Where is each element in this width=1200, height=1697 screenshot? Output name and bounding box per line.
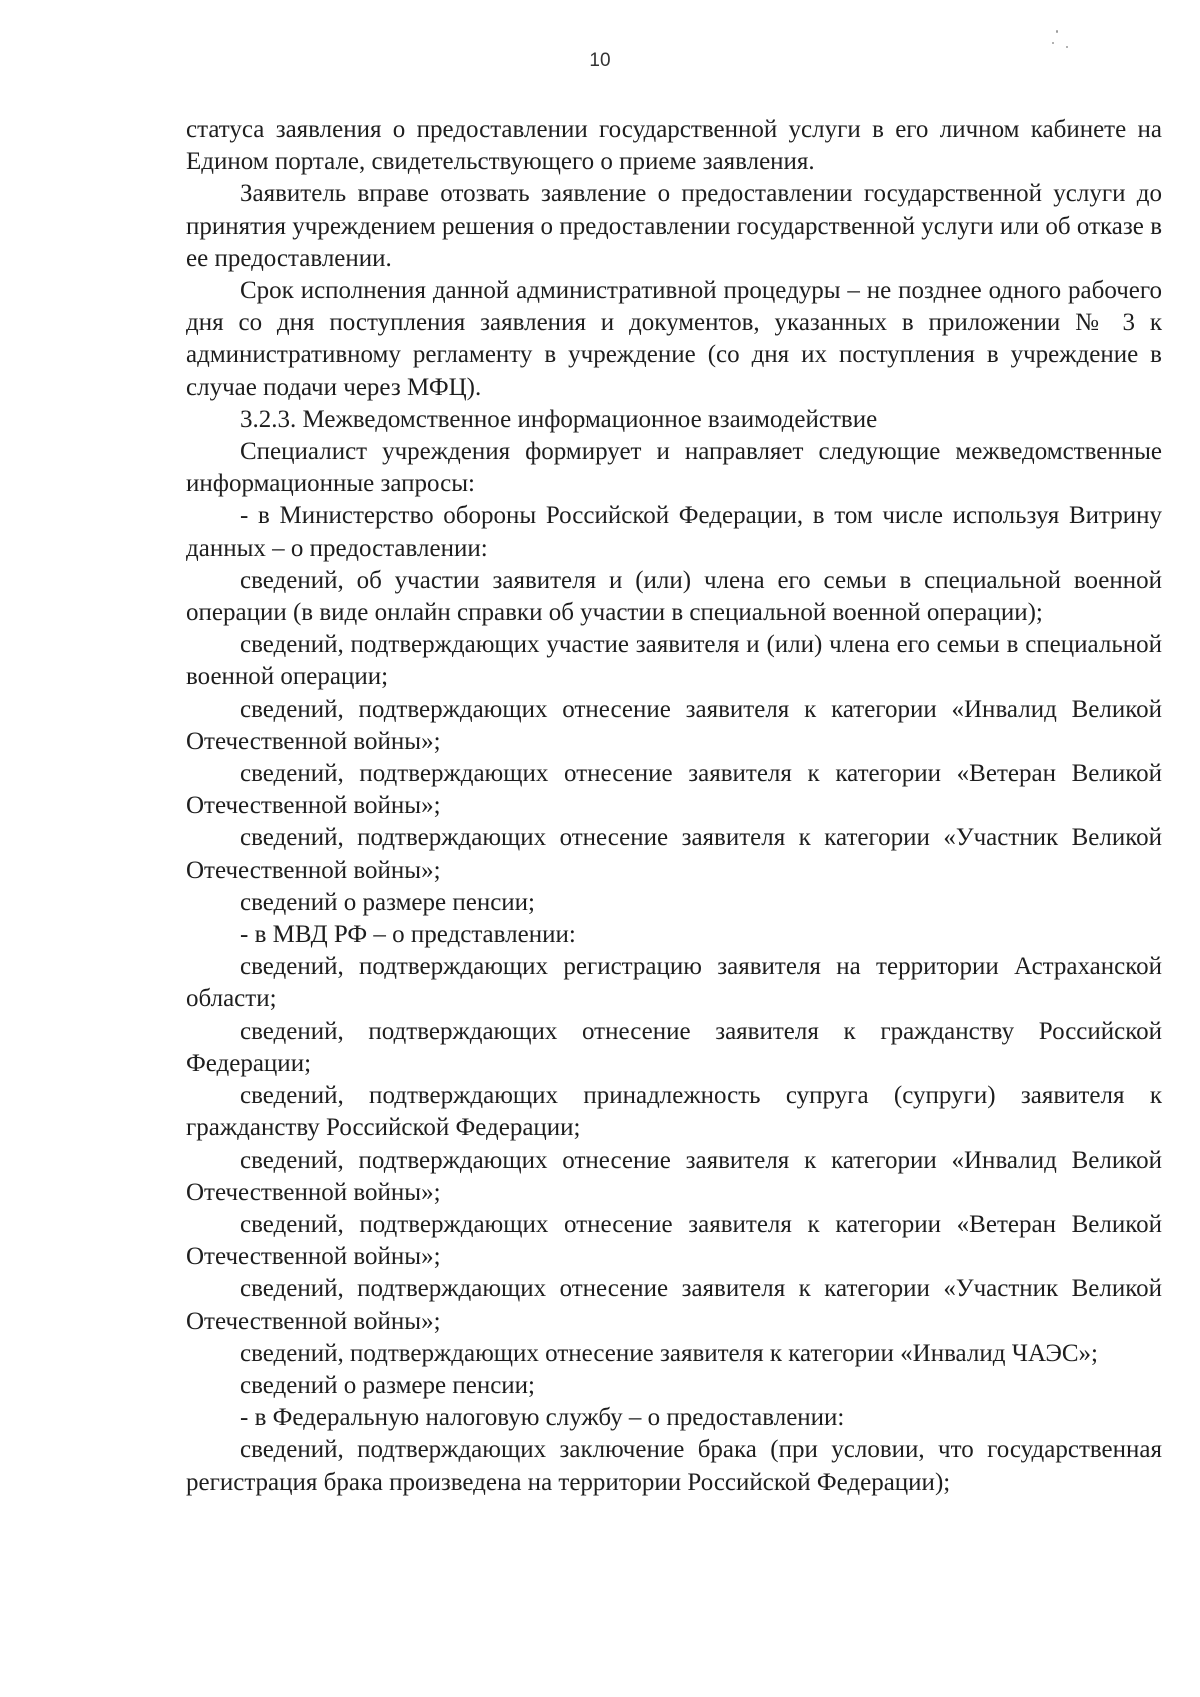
list-item: - в МВД РФ – о представлении: bbox=[240, 921, 576, 949]
list-item: сведений, подтверждающих отнесение заявителя к категории «Инвалид Великой Отечественной войны»; bbox=[186, 1146, 1162, 1206]
list-item: сведений, подтверждающих отнесение заявителя к категории «Ветеран Великой Отечественной войны»; bbox=[186, 760, 1162, 820]
list-item: сведений, подтверждающих регистрацию заявителя на территории Астраханской области; bbox=[186, 953, 1162, 1013]
list-item: сведений, подтверждающих отнесение заявителя к категории «Участник Великой Отечественной войны»; bbox=[186, 1275, 1162, 1335]
page-number: 10 bbox=[589, 50, 611, 71]
list-item: сведений о размере пенсии; bbox=[240, 888, 536, 916]
paragraph: статуса заявления о предоставлении государственной услуги в его личном кабинете на Едином портале, свидетельствующего о приеме заявления. bbox=[186, 116, 1162, 176]
list-item: сведений о размере пенсии; bbox=[240, 1371, 536, 1399]
list-item: сведений, подтверждающих отнесение заявителя к категории «Инвалид Великой Отечественной войны»; bbox=[186, 695, 1162, 755]
paragraph: Заявитель вправе отозвать заявление о предоставлении государственной услуги до принятия учреждением решения о предоставлении государственной услуги или об отказе в ее предоставлении. bbox=[186, 180, 1162, 272]
list-item: сведений, подтверждающих принадлежность супруга (супруги) заявителя к гражданству Российской Федерации; bbox=[186, 1082, 1162, 1142]
paragraph: Специалист учреждения формирует и направляет следующие межведомственные информационные запросы: bbox=[186, 438, 1162, 498]
list-item: сведений, подтверждающих отнесение заявителя к гражданству Российской Федерации; bbox=[186, 1017, 1162, 1077]
scan-artifact bbox=[1042, 28, 1072, 58]
paragraph: Срок исполнения данной административной процедуры – не позднее одного рабочего дня со дня поступления заявления и документов, указанных в приложении № 3 к административному регламенту в учреждение (со дня их поступления в учреждение в случае подачи через МФЦ). bbox=[186, 277, 1162, 401]
document-body bbox=[186, 114, 1162, 1499]
list-item: сведений, об участии заявителя и (или) члена его семьи в специальной военной операции (в виде онлайн справки об участии в специальной военной операции); bbox=[186, 566, 1162, 627]
list-item: сведений, подтверждающих участие заявителя и (или) члена его семьи в специальной военной операции; bbox=[186, 631, 1162, 691]
list-item: сведений, подтверждающих отнесение заявителя к категории «Участник Великой Отечественной войны»; bbox=[186, 824, 1162, 884]
list-item: сведений, подтверждающих отнесение заявителя к категории «Ветеран Великой Отечественной войны»; bbox=[186, 1210, 1162, 1271]
list-item: - в Федеральную налоговую службу – о предоставлении: bbox=[240, 1404, 845, 1432]
list-item: сведений, подтверждающих заключение брака (при условии, что государственная регистрация брака произведена на территории Российской Федерации); bbox=[186, 1436, 1162, 1496]
list-item: сведений, подтверждающих отнесение заявителя к категории «Инвалид ЧАЭС»; bbox=[240, 1339, 1098, 1367]
section-heading: 3.2.3. Межведомственное информационное взаимодействие bbox=[240, 405, 878, 433]
list-item: - в Министерство обороны Российской Федерации, в том числе используя Витрину данных – о предоставлении: bbox=[186, 502, 1162, 562]
